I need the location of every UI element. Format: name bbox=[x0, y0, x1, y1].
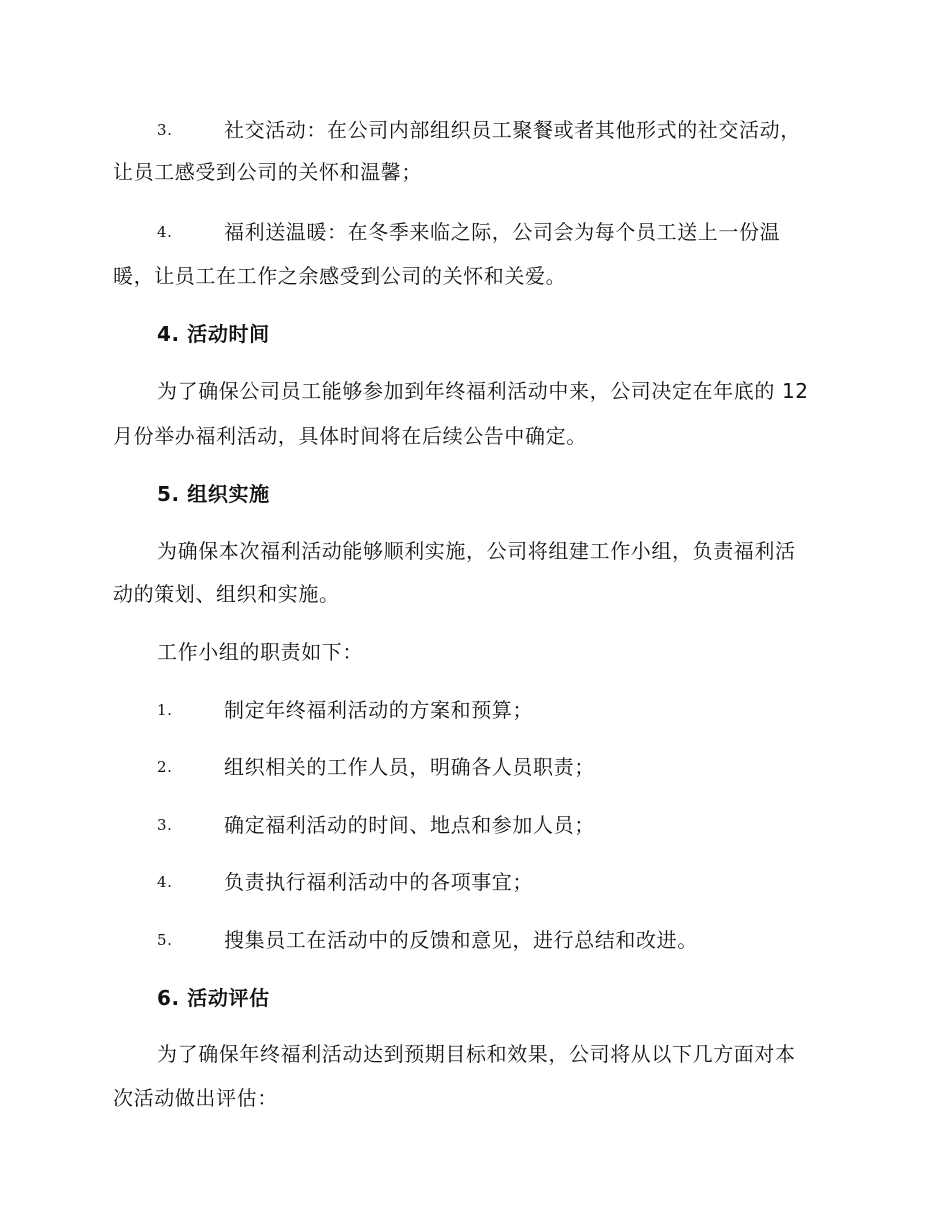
list-item-text: 搜集员工在活动中的反馈和意见，进行总结和改进。 bbox=[224, 928, 698, 952]
list-item-number: 5. bbox=[157, 931, 173, 949]
section-heading: 4. 活动时间 bbox=[157, 322, 270, 346]
paragraph-line: 为了确保年终福利活动达到预期目标和效果，公司将从以下几方面对本 bbox=[157, 1042, 796, 1066]
paragraph-line: 次活动做出评估： bbox=[113, 1086, 278, 1110]
paragraph-line: 月份举办福利活动，具体时间将在后续公告中确定。 bbox=[113, 424, 587, 448]
list-item-text: 组织相关的工作人员，明确各人员职责； bbox=[224, 755, 595, 779]
duties-intro: 工作小组的职责如下： bbox=[157, 640, 363, 664]
section-heading: 6. 活动评估 bbox=[157, 986, 270, 1010]
list-item-number: 3. bbox=[157, 816, 173, 834]
list-item-text: 社交活动：在公司内部组织员工聚餐或者其他形式的社交活动， bbox=[224, 118, 801, 142]
list-item-text: 制定年终福利活动的方案和预算； bbox=[224, 698, 533, 722]
list-item-text-continued: 暖，让员工在工作之余感受到公司的关怀和关爱。 bbox=[113, 264, 567, 288]
list-item-number: 3. bbox=[157, 121, 173, 139]
paragraph-line: 动的策划、组织和实施。 bbox=[113, 582, 340, 606]
paragraph-line: 为了确保公司员工能够参加到年终福利活动中来，公司决定在年底的 12 bbox=[157, 379, 809, 403]
section-heading: 5. 组织实施 bbox=[157, 482, 270, 506]
list-item-number: 1. bbox=[157, 701, 173, 719]
list-item-text-continued: 让员工感受到公司的关怀和温馨； bbox=[113, 160, 422, 184]
list-item-number: 4. bbox=[157, 873, 173, 891]
paragraph-line: 为确保本次福利活动能够顺利实施，公司将组建工作小组，负责福利活 bbox=[157, 539, 796, 563]
list-item-text: 负责执行福利活动中的各项事宜； bbox=[224, 870, 533, 894]
list-item-text: 确定福利活动的时间、地点和参加人员； bbox=[224, 813, 595, 837]
list-item-number: 4. bbox=[157, 223, 173, 241]
list-item-text: 福利送温暖：在冬季来临之际，公司会为每个员工送上一份温 bbox=[224, 220, 781, 244]
list-item-number: 2. bbox=[157, 758, 173, 776]
